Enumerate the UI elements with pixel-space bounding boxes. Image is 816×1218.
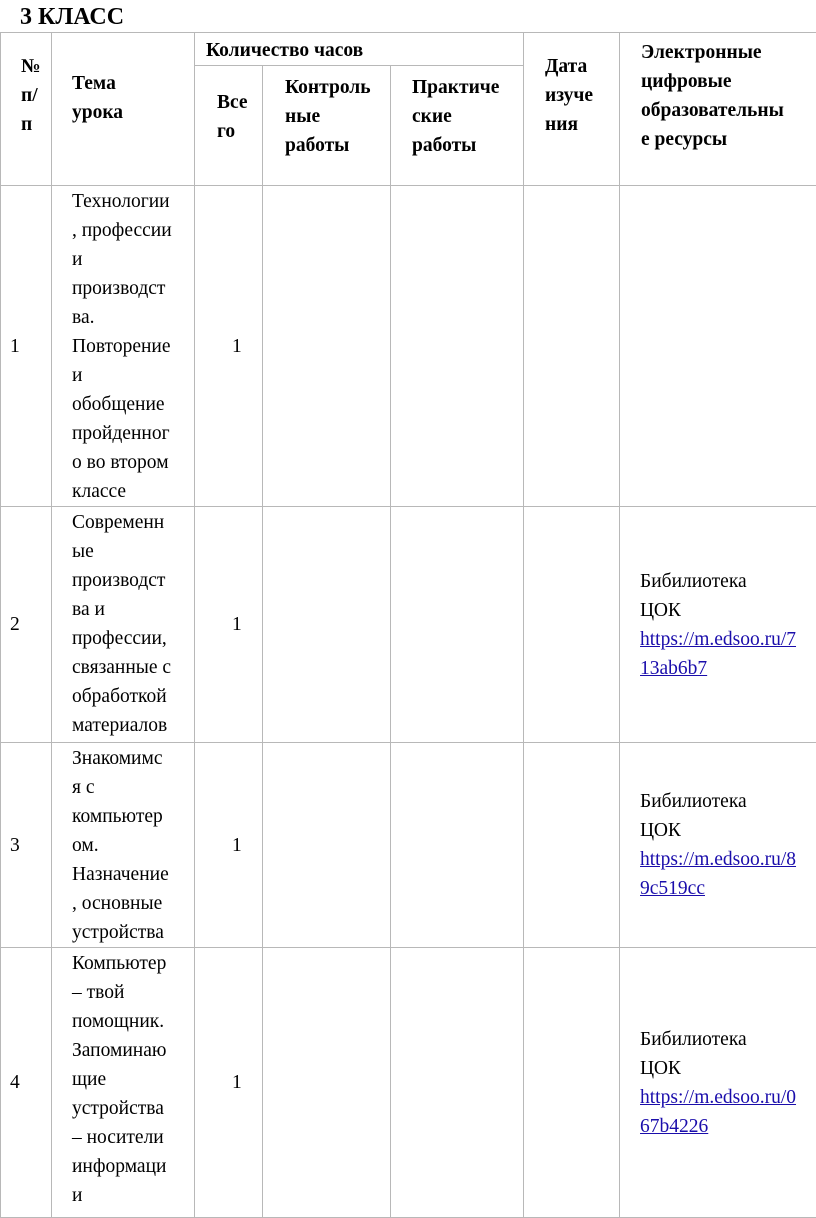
topic-line: Знакомимс xyxy=(72,744,192,773)
header-total-line: го xyxy=(217,117,262,146)
table-row xyxy=(1,743,816,948)
header-topic xyxy=(52,33,195,186)
topic-line: обработкой xyxy=(72,682,192,711)
topic-line: Технологии xyxy=(72,187,192,216)
topic-line: Повторение xyxy=(72,332,192,361)
topic-line: Компьютер xyxy=(72,949,192,978)
topic-line: – носители xyxy=(72,1123,192,1152)
topic-line: производст xyxy=(72,274,192,303)
topic-line: , основные xyxy=(72,889,192,918)
topic-line: профессии, xyxy=(72,624,192,653)
topic-line: обобщение xyxy=(72,390,192,419)
header-number xyxy=(1,33,52,186)
topic-line: о во втором xyxy=(72,448,192,477)
resource-link-line[interactable]: https://m.edsoo.ru/7 xyxy=(640,625,816,654)
resource-link-line[interactable]: 13ab6b7 xyxy=(640,654,816,683)
header-resources-line: Электронные xyxy=(641,38,816,67)
header-practice-line: ские xyxy=(412,102,523,131)
resource-library-label: ЦОК xyxy=(640,1054,816,1083)
header-topic-line: урока xyxy=(72,98,194,127)
header-number-line: п xyxy=(21,110,51,139)
header-date-line: изуче xyxy=(545,81,619,110)
row-number: 3 xyxy=(1,743,52,948)
topic-line: и xyxy=(72,245,192,274)
topic-line: ва. xyxy=(72,303,192,332)
row-total-hours: 1 xyxy=(195,948,263,1218)
topic-line: устройства xyxy=(72,1094,192,1123)
topic-line: информаци xyxy=(72,1152,192,1181)
row-tests xyxy=(263,186,391,507)
header-row xyxy=(1,33,816,66)
header-tests-line: Контроль xyxy=(285,73,390,102)
row-practice xyxy=(391,743,524,948)
header-tests-line: работы xyxy=(285,131,390,160)
topic-line: материалов xyxy=(72,711,192,740)
row-topic xyxy=(52,507,195,743)
row-date xyxy=(524,507,620,743)
table-row xyxy=(1,507,816,743)
resource-library-label: Бибилиотека xyxy=(640,1025,816,1054)
resource-link[interactable] xyxy=(640,845,816,903)
header-topic-line: Тема xyxy=(72,69,194,98)
row-resources xyxy=(620,186,816,507)
row-topic xyxy=(52,948,195,1218)
topic-line: – твой xyxy=(72,978,192,1007)
page-title: 3 КЛАСС xyxy=(20,3,124,31)
header-resources-line: е ресурсы xyxy=(641,125,816,154)
row-topic xyxy=(52,743,195,948)
topic-line: производст xyxy=(72,566,192,595)
row-date xyxy=(524,948,620,1218)
topic-line: Современн xyxy=(72,508,192,537)
resource-link-line[interactable]: https://m.edsoo.ru/8 xyxy=(640,845,816,874)
row-date xyxy=(524,186,620,507)
row-number: 1 xyxy=(1,186,52,507)
header-practice-line: работы xyxy=(412,131,523,160)
resource-link-line[interactable]: https://m.edsoo.ru/0 xyxy=(640,1083,816,1112)
topic-line: компьютер xyxy=(72,802,192,831)
row-total-hours: 1 xyxy=(195,186,263,507)
resource-library-label: Бибилиотека xyxy=(640,787,816,816)
row-tests xyxy=(263,743,391,948)
resource-library-label: Бибилиотека xyxy=(640,567,816,596)
row-number: 2 xyxy=(1,507,52,743)
topic-line: ва и xyxy=(72,595,192,624)
row-practice xyxy=(391,507,524,743)
header-number-line: п/ xyxy=(21,81,51,110)
resource-link-line[interactable]: 9c519cc xyxy=(640,874,816,903)
resource-library-label: ЦОК xyxy=(640,816,816,845)
row-tests xyxy=(263,948,391,1218)
topic-line: помощник. xyxy=(72,1007,192,1036)
topic-line: я с xyxy=(72,773,192,802)
topic-line: и xyxy=(72,1181,192,1210)
topic-line: щие xyxy=(72,1065,192,1094)
row-resources xyxy=(620,507,816,743)
header-hours-group: Количество часов xyxy=(195,33,524,66)
header-date xyxy=(524,33,620,186)
topic-line: и xyxy=(72,361,192,390)
resource-link[interactable] xyxy=(640,1083,816,1141)
header-date-line: ния xyxy=(545,110,619,139)
topic-line: классе xyxy=(72,477,192,506)
topic-line: ом. xyxy=(72,831,192,860)
topic-line: устройства xyxy=(72,918,192,947)
topic-line: Запоминаю xyxy=(72,1036,192,1065)
header-total-line: Все xyxy=(217,88,262,117)
header-resources xyxy=(620,33,816,186)
row-total-hours: 1 xyxy=(195,507,263,743)
resource-link-line[interactable]: 67b4226 xyxy=(640,1112,816,1141)
row-topic xyxy=(52,186,195,507)
row-tests xyxy=(263,507,391,743)
row-practice xyxy=(391,948,524,1218)
row-number: 4 xyxy=(1,948,52,1218)
topic-line: ые xyxy=(72,537,192,566)
header-total xyxy=(195,66,263,186)
lesson-plan-table xyxy=(0,32,816,1218)
header-number-line: № xyxy=(21,52,51,81)
topic-line: связанные с xyxy=(72,653,192,682)
row-resources xyxy=(620,948,816,1218)
row-total-hours: 1 xyxy=(195,743,263,948)
header-practice xyxy=(391,66,524,186)
table-row xyxy=(1,948,816,1218)
resource-library-label: ЦОК xyxy=(640,596,816,625)
header-resources-line: цифровые xyxy=(641,67,816,96)
header-resources-line: образовательны xyxy=(641,96,816,125)
header-practice-line: Практиче xyxy=(412,73,523,102)
row-resources xyxy=(620,743,816,948)
header-tests-line: ные xyxy=(285,102,390,131)
header-tests xyxy=(263,66,391,186)
topic-line: пройденног xyxy=(72,419,192,448)
table-row xyxy=(1,186,816,507)
topic-line: , профессии xyxy=(72,216,192,245)
row-practice xyxy=(391,186,524,507)
row-date xyxy=(524,743,620,948)
resource-link[interactable] xyxy=(640,625,816,683)
header-date-line: Дата xyxy=(545,52,619,81)
topic-line: Назначение xyxy=(72,860,192,889)
